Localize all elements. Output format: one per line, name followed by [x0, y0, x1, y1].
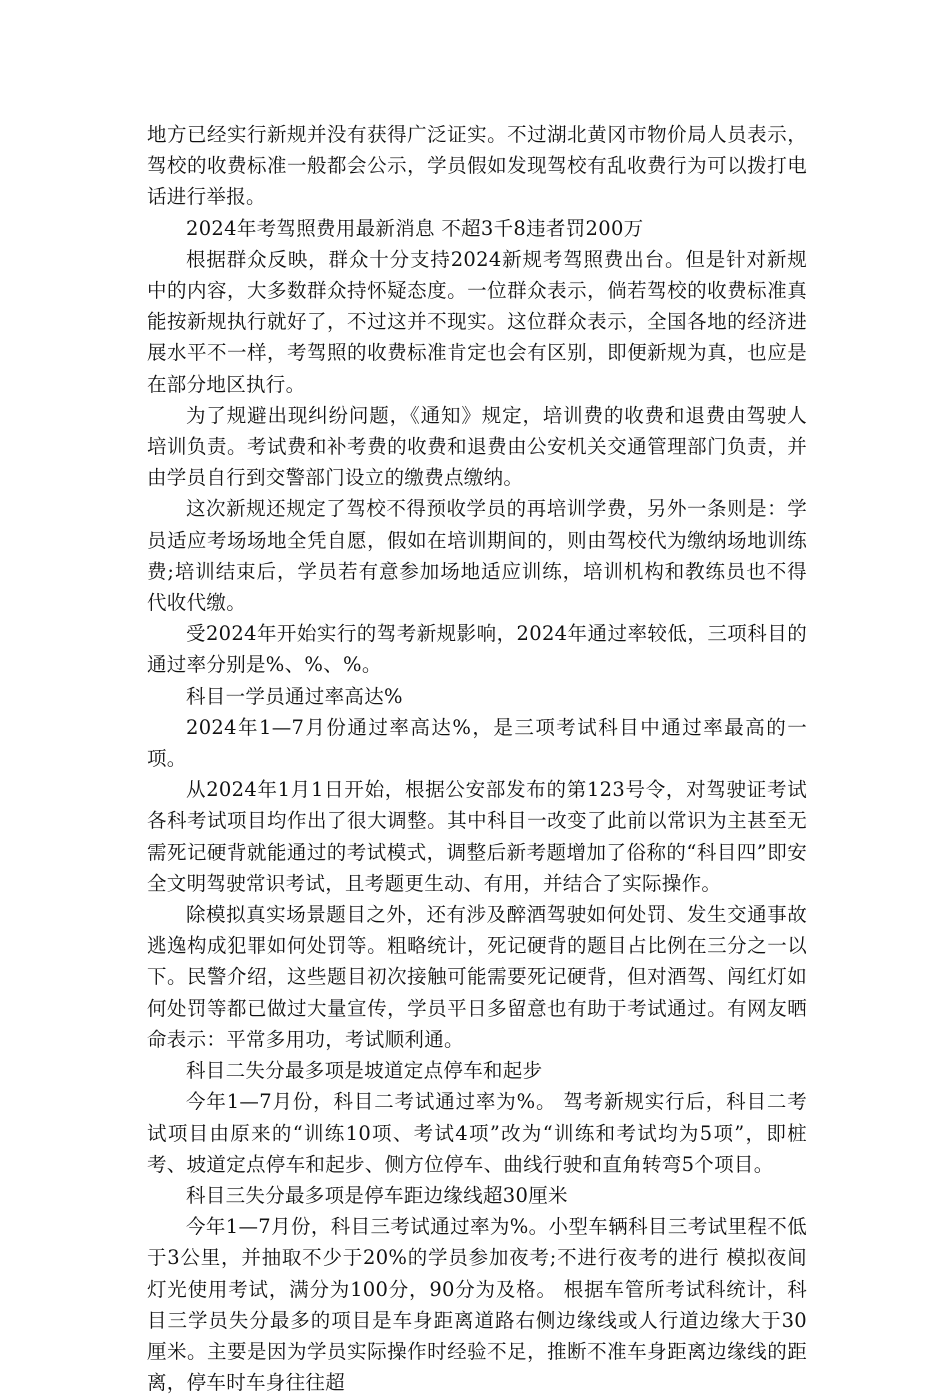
section-heading: 科目三失分最多项是停车距边缘线超30厘米 — [186, 1183, 568, 1207]
paragraph: 2024年1—7月份通过率高达%，是三项考试科目中通过率最高的一项。 — [147, 715, 807, 771]
paragraph: 今年1—7月份，科目二考试通过率为%。 驾考新规实行后，科目二考试项目由原来的“训练10项、考试4项”改为“训练和考试均为5项”，即桩考、坡道定点停车和起步、侧方位停车、曲线行驶和直角转弯5个项目。 — [147, 1090, 807, 1176]
paragraph: 为了规避出现纠纷问题，《通知》规定，培训费的收费和退费由驾驶人培训负责。考试费和补考费的收费和退费由公安机关交通管理部门负责，并由学员自行到交警部门设立的缴费点缴纳。 — [147, 403, 807, 490]
paragraph: 受2024年开始实行的驾考新规影响，2024年通过率较低，三项科目的通过率分别是%、%、%。 — [147, 622, 807, 677]
paragraph: 从2024年1月1日开始，根据公安部发布的第123号令，对驾驶证考试各科考试项目均作出了很大调整。其中科目一改变了此前以常识为主甚至无 需死记硬背就能通过的考试模式，调整后新考题增加了俗称的“科目四”即安全文明驾驶常识考试，且考题更生动、有用，并结合了实际操作。 — [147, 778, 807, 895]
paragraph: 地方已经实行新规并没有获得广泛证实。不过湖北黄冈市物价局人员表示，驾校的收费标准一般都会公示，学员假如发现驾校有乱收费行为可以拨打电话进行举报。 — [147, 123, 807, 209]
paragraph: 这次新规还规定了驾校不得预收学员的再培训学费，另外一条则是：学员适应考场场地全凭自愿，假如在培训期间的，则由驾校代为缴纳场地训练费;培训结束后，学员若有意参加场地适应训练，培训机构和教练员也不得代收代缴。 — [147, 497, 807, 615]
paragraph: 今年1—7月份，科目三考试通过率为%。小型车辆科目三考试里程不低于3公里，并抽取不少于20%的学员参加夜考;不进行夜考的进行 模拟夜间灯光使用考试，满分为100分，90分为及格。 根据车管所考试科统计，科目三学员失分最多的项目是车身距离道路右侧边缘线或人行道边缘大于30 厘米。主要是因为学员实际操作时经验不足，推断不准车身距离边缘线的距离，停车时车身往往超 — [147, 1215, 807, 1395]
paragraph: 根据群众反映，群众十分支持2024新规考驾照费出台。但是针对新规中的内容，大多数群众持怀疑态度。一位群众表示，倘若驾校的收费标准真能按新规执行就好了，不过这并不现实。这位群众表示，全国各地的经济进展水平不一样，考驾照的收费标准肯定也会有区别，即便新规为真，也应是在部分地区执行。 — [147, 247, 807, 396]
document-body — [147, 119, 807, 1398]
section-heading: 2024年考驾照费用最新消息 不超3千8违者罚200万 — [186, 216, 644, 240]
section-heading: 科目一学员通过率高达% — [186, 684, 403, 708]
section-heading: 科目二失分最多项是坡道定点停车和起步 — [186, 1059, 543, 1083]
paragraph: 除模拟真实场景题目之外，还有涉及醉酒驾驶如何处罚、发生交通事故逃逸构成犯罪如何处罚等。粗略统计，死记硬背的题目占比例在三分之一以下。民警介绍，这些题目初次接触可能需要死记硬背，但对酒驾、闯红灯如何处罚等都已做过大量宣传，学员平日多留意也有助于考试通过。有网友晒命表示：平常多用功，考试顺利通。 — [147, 903, 807, 1051]
